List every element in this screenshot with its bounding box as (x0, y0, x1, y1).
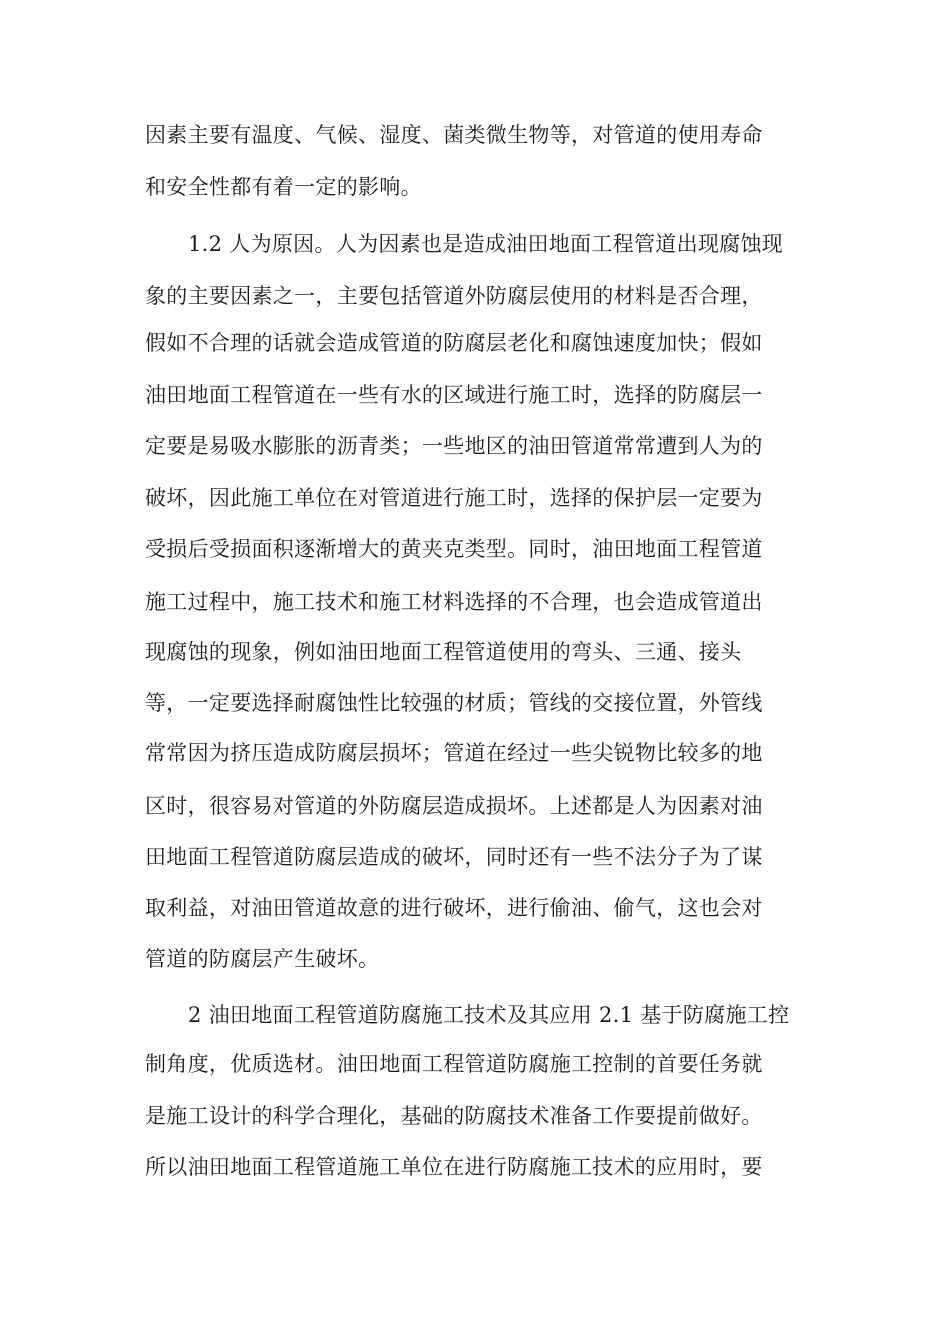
text-line: 因素主要有温度、气候、湿度、菌类微生物等，对管道的使用寿命 (145, 123, 763, 147)
text-line: 油田地面工程管道在一些有水的区域进行施工时，选择的防腐层一 (145, 383, 763, 407)
text-line: 等，一定要选择耐腐蚀性比较强的材质；管线的交接位置，外管线 (145, 691, 763, 715)
text-line: 定要是易吸水膨胀的沥青类；一些地区的油田管道常常遭到人为的 (145, 434, 763, 458)
text-line: 管道的防腐层产生破坏。 (145, 947, 380, 971)
text-line: 象的主要因素之一，主要包括管道外防腐层使用的材料是否合理， (145, 284, 763, 308)
text-line: 假如不合理的话就会造成管道的防腐层老化和腐蚀速度加快；假如 (145, 331, 763, 355)
text-line: 所以油田地面工程管道施工单位在进行防腐施工技术的应用时，要 (145, 1155, 763, 1179)
text-line: 田地面工程管道防腐层造成的破坏，同时还有一些不法分子为了谋 (145, 845, 763, 869)
text-line: 破坏，因此施工单位在对管道进行施工时，选择的保护层一定要为 (145, 486, 763, 510)
text-line: 现腐蚀的现象，例如油田地面工程管道使用的弯头、三通、接头 (145, 640, 742, 664)
text-line: 制角度，优质选材。油田地面工程管道防腐施工控制的首要任务就 (145, 1052, 763, 1076)
paragraph-start-line: 2 油田地面工程管道防腐施工技术及其应用 2.1 基于防腐施工控 (188, 1003, 790, 1027)
text-line: 常常因为挤压造成防腐层损坏；管道在经过一些尖锐物比较多的地 (145, 741, 763, 765)
text-line: 取利益，对油田管道故意的进行破坏，进行偷油、偷气，这也会对 (145, 896, 763, 920)
text-line: 受损后受损面积逐渐增大的黄夹克类型。同时，油田地面工程管道 (145, 537, 763, 561)
text-line: 区时，很容易对管道的外防腐层造成损坏。上述都是人为因素对油 (145, 794, 763, 818)
text-line: 是施工设计的科学合理化，基础的防腐技术准备工作要提前做好。 (145, 1104, 763, 1128)
paragraph-start-line: 1.2 人为原因。人为因素也是造成油田地面工程管道出现腐蚀现 (188, 232, 784, 256)
text-line: 和安全性都有着一定的影响。 (145, 175, 422, 199)
text-line: 施工过程中，施工技术和施工材料选择的不合理，也会造成管道出 (145, 590, 763, 614)
